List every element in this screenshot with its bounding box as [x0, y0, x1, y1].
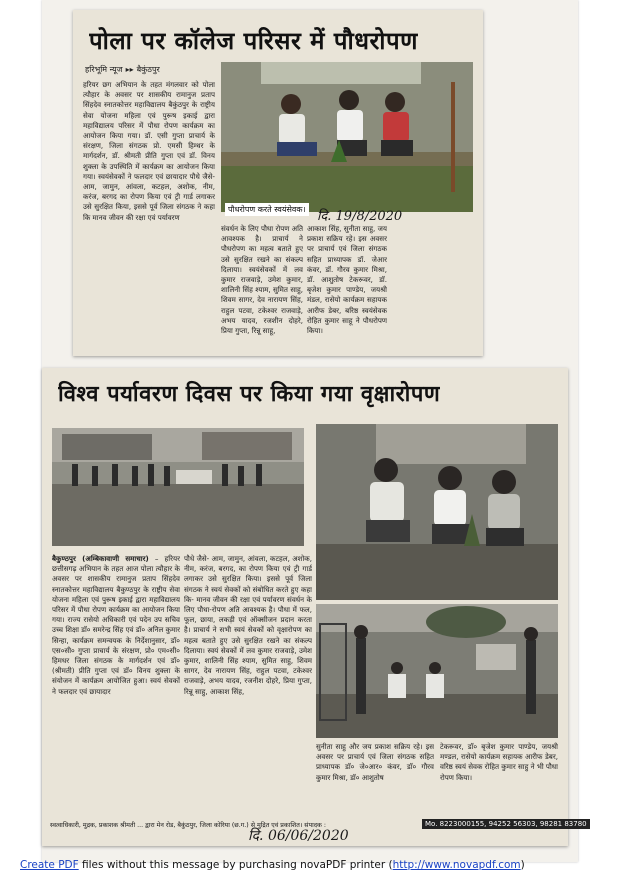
dateline-place: बैकुंठपुर: [136, 65, 160, 74]
newspaper-imprint: स्वत्वाधिकारी, मुद्रक, प्रकाशक श्रीमती ... द्वारा मेन रोड, बैकुंठपुर, जिला कोरिया (छ.ग.) से मुद्रित एवं प्रकाशित। संपादक :: [50, 822, 326, 829]
banner-text: files without this message by purchasing novaPDF printer (: [78, 859, 393, 871]
article-column: सुनीता साहु और जय प्रकाश सक्रिय रहे। इस अवसर पर प्राचार्य एवं जिला संगठक सहित प्राध्यापक डॉ० जे०आर० कंवर, डॉ० गौरव कुमार मिश्रा, डॉ० आशुतोष: [316, 742, 434, 782]
banner-text-end: ): [520, 859, 525, 871]
handwritten-date: दि. 06/06/2020: [248, 828, 349, 844]
chevron-icon: ▸▸: [125, 65, 134, 74]
contact-numbers: Mo. 8223000155, 94252 56303, 98281 83780: [422, 819, 590, 829]
photo-sapling-guard: [316, 604, 558, 738]
article-column: हरियर छग अभियान के तहत मंगलवार को पोला त्यौहार के अवसर पर शासकीय रामानुज प्रताप सिंहदेव स्नातकोत्तर महाविद्यालय बैकुंठपुर के राष्ट्रीय सेवा योजना महिला एवं पुरूष इकाई द्वारा महाविद्यालय परिसर में पौधा रोपण कार्यक्रम का आयोजन किया गया। डॉ. एसी गुप्ता प्राचार्य के संरक्षण, जिला संगठक प्रो. एमसी हिम्धर के मार्गदर्शन, डॉ. श्रीमती प्रीति गुप्ता एवं डॉ. विनय शुक्ला के उपस्थिति में कार्यक्रम का आयोजन किया गया। स्वयंसेवकों ने फलदार एवं छायादार पौधे जैसे- आम, जामुन, आंवला, कटहल, अशोक, नीम, करंज, बरगद का रोपण किया एवं ट्री गार्ड लगाकर उसे सुरक्षित किया, इससे पूर्व जिला संगठक ने कहा कि मानव जीवन की रक्षा एवं पर्यावरण: [83, 80, 215, 222]
handwritten-date: दि. 19/8/2020: [317, 209, 403, 224]
novapdf-link[interactable]: http://www.novapdf.com: [392, 859, 521, 871]
article-dateline: बैकुण्ठपुर (अम्बिकावाणी समाचार): [52, 554, 149, 563]
clipping-dateline: [85, 64, 160, 75]
article-column: आकाश सिंह, सुनीता साहु, जय प्रकाश सक्रिय रहे। इस अवसर पर प्राचार्य एवं जिला संगठक सहित प्राध्यापक डॉ. जेआर कंवर, डॉ. गौरव कुमार मिश्रा, डॉ. आशुतोष टेकरूवर, डॉ. बृजेश कुमार पाण्डेय, जयश्री मंडल, रासेयो कार्यक्रम सहायक आरीफ डेबर, बरिष्ठ स्वयंसेवक रोहित कुमार साहू ने पौधरोपण किया।: [307, 224, 387, 336]
article-column: [52, 554, 180, 816]
photo-caption: पौधरोपण करते स्वयंसेवक।: [225, 203, 309, 216]
news-photo: [316, 604, 558, 738]
dateline-source: हरिभूमि न्यूज: [85, 65, 123, 74]
article-column: संवर्धन के लिए पौधा रोपण अति आवश्यक है। प्राचार्य ने पौधरोपण का महत्व बताते हुए उसे सुरक्षित रखने का संकल्प दिलाया। स्वयंसेवकों में लव कुमार राजवाड़े, उमेश कुमार, शालिनी सिंह श्याम, सुमित साहु, शिवम सागर, देव नारायण सिंह, राहुल पटवा, टकेश्वर राजवाड़े, अभय यादव, रजशीन दोहरे, प्रिया गुप्ता, रिन्नू साहू,: [221, 224, 303, 336]
photo-campus-group: [52, 428, 304, 546]
clipping-headline: विश्व पर्यावरण दिवस पर किया गया वृक्षारोपण: [58, 382, 441, 407]
news-photo: [316, 424, 558, 600]
news-clipping-pola: [73, 10, 483, 356]
news-clipping-environment-day: [42, 368, 587, 846]
article-column-text: – हरियर छत्तीसगढ़ अभियान के तहत आज पोला त्यौहार के अवसर पर शासकीय रामानुज प्रताप सिंहदेव स्नातकोत्तर महाविद्यालय बैकुण्ठपुर के राष्ट्रीय सेवा योजना महिला एवं पुरूष इकाई द्वारा महाविद्यालय परिसर में पौधा रोपण कार्यक्रम का आयोजन किया गया। राज्य रासेयो अधिकारी एवं पदेन उप सचिव उच्च शिक्षा डॉ० समरेन्द्र सिंह एवं डॉ० अनिल कुमार सिन्हा, कार्यक्रम समन्वयक के निर्देशानुसार, डॉ० एस०सी० गुप्ता प्राचार्य के संरक्षण, प्रो० एम०सी० हिमधर जिला संगठक के मार्गदर्शन एवं डॉ० (श्रीमती) प्रीति गुप्ता एवं डॉ० विनय शुक्ला के संयोजन में कार्यक्रम आयोजित हुआ। स्वयं सेवकों ने फलदार एवं छायादार: [52, 554, 180, 696]
article-column: पौधे जैसे- आम, जामुन, आंवला, कटहल, अशोक, नीम, करंज, बरगद, का रोपण किया एवं ट्री गार्ड लगाकर उसे सुरक्षित किया। इससे पूर्व जिला संगठक ने स्वयं सेवकों को संबोधित करते हुए कहा कि- मानव जीवन की रक्षा एवं पर्यावरण संवर्धन के लिए पौधा-रोपण अति आवश्यक है। पौधा में फल, फूल, छाया, लकड़ी एवं ऑक्सीजन प्रदान करता है। प्राचार्य ने सभी स्वयं सेवकों को वृक्षारोपण का महत्व बताते हुए उसे सुरक्षित रखने का संकल्प दिलाया। स्वयं सेवकों में लव कुमार राजवाड़े, उमेश कुमार, शालिनी सिंह श्याम, सुमित साहु, शिवम सागर, देव नारायण सिंह, राहुल पटवा, टकेश्वर राजवाड़े, अभय यादव, रजनीश दोहरे, प्रिया गुप्ता, रिन्नू साहु, आकाश सिंह,: [184, 554, 312, 696]
pdf-watermark-banner: [20, 859, 525, 871]
photo-volunteers-planting: [221, 62, 473, 212]
news-photo: [221, 62, 473, 212]
create-pdf-link[interactable]: Create PDF: [20, 859, 79, 871]
news-photo: [52, 428, 304, 546]
clipping-headline: पोला पर कॉलेज परिसर में पौधरोपण: [89, 27, 418, 55]
article-column: टेकरूवर, डॉ० बृजेश कुमार पाण्डेय, जयश्री मण्डल, रासेयो कार्यक्रम सहायक आरीफ डेबर, वरिष्ठ स्वयं सेवक रोहित कुमार साहु ने भी पौधा रोपण किया।: [440, 742, 558, 782]
photo-tree-planting: [316, 424, 558, 600]
